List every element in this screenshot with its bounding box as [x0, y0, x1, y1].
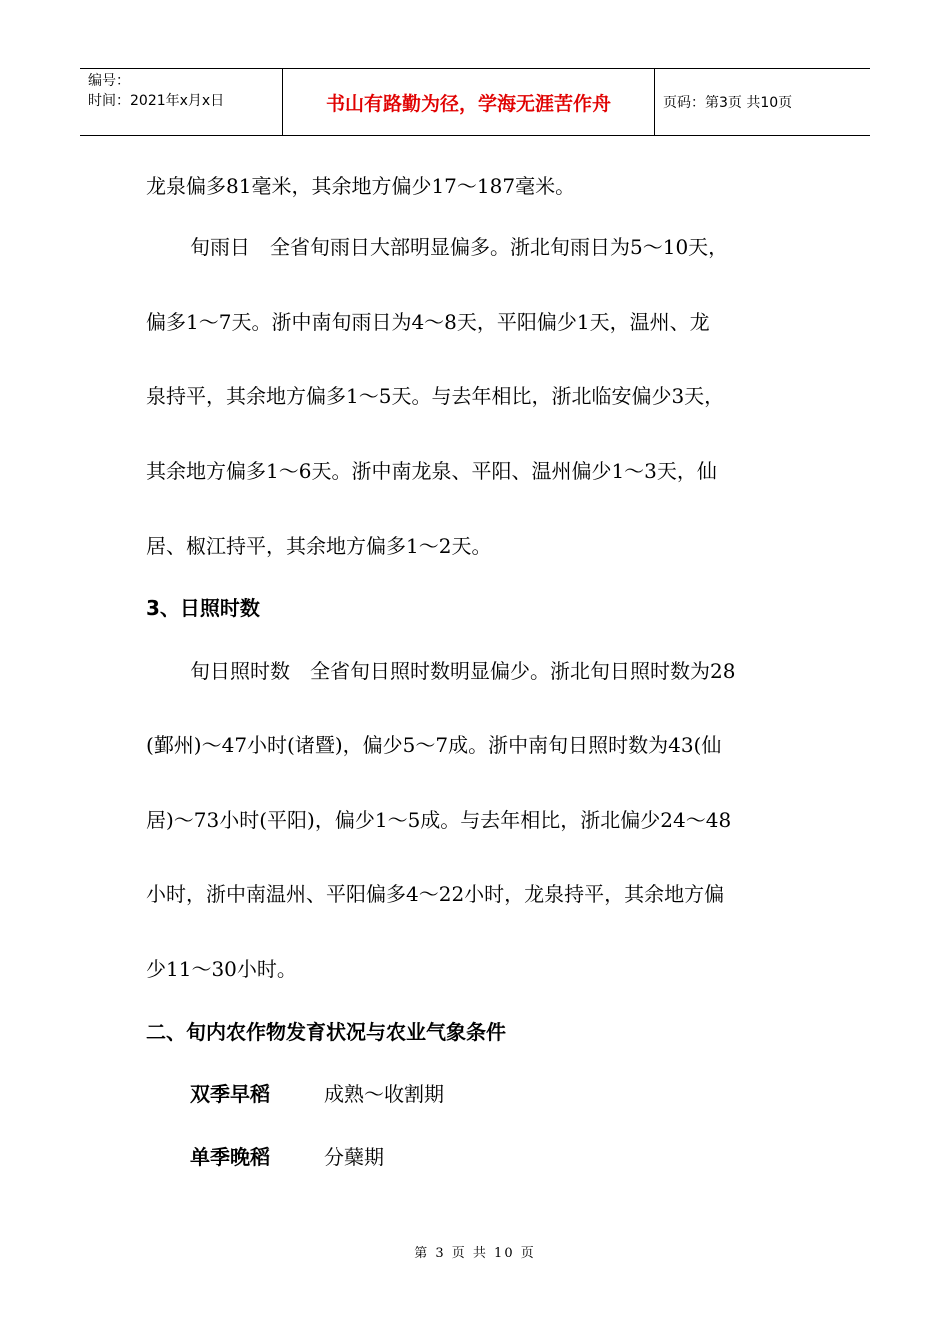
document-number-label: 编号：: [88, 73, 130, 89]
header-motto: 书山有路勤为径，学海无涯苦作舟: [325, 92, 611, 115]
crop-name: 单季晚稻: [190, 1145, 270, 1169]
paragraph-line: 龙泉偏多81毫米，其余地方偏少17～187毫米。: [146, 174, 576, 198]
document-date-label: 时间：2021年x月x日: [88, 93, 225, 109]
header-page-info: 页码：第3页 共10页: [663, 95, 793, 111]
paragraph-line: 居)～73小时(平阳)，偏少1～5成。与去年相比，浙北偏少24～48: [146, 808, 732, 832]
crop-row: [190, 1082, 444, 1106]
page-footer: 第 3 页 共 10 页: [414, 1246, 536, 1261]
paragraph-line: 泉持平，其余地方偏多1～5天。与去年相比，浙北临安偏少3天，: [146, 384, 725, 408]
section-heading-crops: 二、旬内农作物发育状况与农业气象条件: [146, 1020, 506, 1044]
paragraph-line: 小时，浙中南温州、平阳偏多4～22小时，龙泉持平，其余地方偏: [146, 882, 725, 906]
section-heading-sunshine: 3、日照时数: [146, 596, 260, 620]
paragraph-line: (鄞州)～47小时(诸暨)，偏少5～7成。浙中南旬日照时数为43(仙: [146, 733, 722, 757]
document-header: [80, 68, 870, 136]
paragraph-line: 其余地方偏多1～6天。浙中南龙泉、平阳、温州偏少1～3天，仙: [146, 459, 717, 483]
header-meta-cell: [80, 69, 282, 135]
crop-name: 双季早稻: [190, 1082, 270, 1106]
paragraph-line: 偏多1～7天。浙中南旬雨日为4～8天，平阳偏少1天，温州、龙: [146, 310, 710, 334]
paragraph-line: 少11～30小时。: [146, 957, 297, 981]
header-motto-cell: [282, 69, 655, 135]
crop-stage: 成熟～收割期: [324, 1082, 444, 1106]
crop-stage: 分蘖期: [324, 1145, 384, 1169]
crop-row: [190, 1145, 384, 1169]
paragraph-line: 旬雨日 全省旬雨日大部明显偏多。浙北旬雨日为5～10天，: [190, 235, 729, 259]
header-page-cell: [655, 69, 870, 135]
paragraph-line: 居、椒江持平，其余地方偏多1～2天。: [146, 534, 492, 558]
paragraph-line: 旬日照时数 全省旬日照时数明显偏少。浙北旬日照时数为28: [190, 659, 736, 683]
